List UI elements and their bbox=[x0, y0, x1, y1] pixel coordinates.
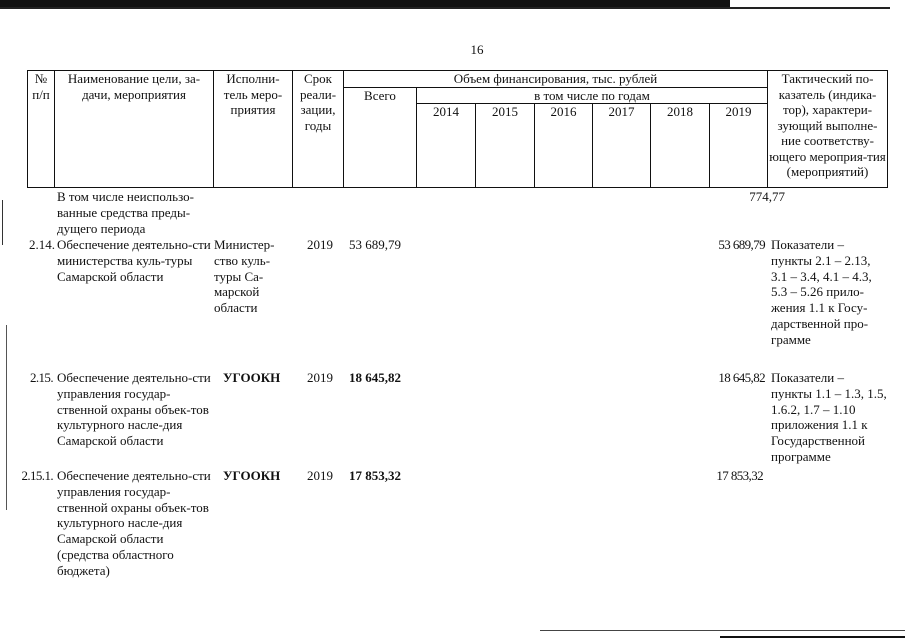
row-total: 17 853,32 bbox=[349, 468, 401, 483]
row-indicator: Показатели – пункты 2.1 – 2.13, 3.1 – 3.4, 4.1 – 4.3, 5.3 – 5.26 прило-жения 1.1 к Госу-дарственной про-грамме bbox=[771, 237, 872, 347]
scan-top-border-thin bbox=[0, 7, 890, 9]
scan-left-mark bbox=[2, 200, 3, 245]
row-2019: 774,77 bbox=[749, 189, 785, 204]
header-year: 2019 bbox=[710, 104, 768, 188]
row-name: Обеспечение деятельно-сти управления государ-ственной охраны объек-тов культурного насле-дия Самарской области bbox=[57, 370, 211, 449]
row-name: В том числе неиспользо-ванные средства преды-дущего периода bbox=[57, 189, 194, 236]
header-term: Срок реали-зации, годы bbox=[293, 71, 344, 188]
scan-bottom-border bbox=[720, 636, 905, 638]
row-indicator: Показатели – пункты 1.1 – 1.3, 1.5, 1.6.2, 1.7 – 1.10 приложения 1.1 к Государственной программе bbox=[771, 370, 887, 464]
header-year: 2018 bbox=[651, 104, 710, 188]
row-total: 18 645,82 bbox=[349, 370, 401, 385]
header-executor: Исполни-тель меро-приятия bbox=[214, 71, 293, 188]
row-2019: 17 853,32 bbox=[716, 468, 763, 483]
row-executor: УГООКН bbox=[223, 468, 281, 483]
scan-top-border bbox=[0, 0, 730, 7]
header-total: Всего bbox=[344, 87, 417, 188]
row-num: 2.15. bbox=[29, 370, 53, 385]
row-name: Обеспечение деятельно-сти министерства куль-туры Самарской области bbox=[57, 237, 211, 284]
header-indicator: Тактический по-казатель (индика-тор), характери-зующий выполне-ние соответству-ющего мероприя-тия (мероприятий) bbox=[768, 71, 888, 188]
header-year: 2017 bbox=[593, 104, 651, 188]
row-name: Обеспечение деятельно-сти управления государ-ственной охраны объек-тов культурного насле-дия Самарской области (средства областного бюджета) bbox=[57, 468, 211, 578]
header-num: № п/п bbox=[28, 71, 55, 188]
row-num: 2.14. bbox=[29, 237, 55, 252]
row-term: 2019 bbox=[307, 237, 333, 252]
header-name: Наименование цели, за-дачи, мероприятия bbox=[55, 71, 214, 188]
scan-left-mark-lower bbox=[6, 325, 7, 510]
header-year: 2016 bbox=[535, 104, 593, 188]
header-year: 2014 bbox=[417, 104, 476, 188]
row-total: 53 689,79 bbox=[349, 237, 401, 252]
header-funding: Объем финансирования, тыс. рублей bbox=[344, 71, 768, 88]
row-2019: 18 645,82 bbox=[718, 370, 765, 385]
page-number: 16 bbox=[470, 42, 484, 57]
table-header bbox=[27, 70, 888, 188]
row-2019: 53 689,79 bbox=[718, 237, 765, 252]
header-year: 2015 bbox=[476, 104, 535, 188]
row-num: 2.15.1. bbox=[21, 468, 53, 483]
row-term: 2019 bbox=[307, 370, 333, 385]
scan-bottom-line bbox=[540, 630, 905, 631]
row-term: 2019 bbox=[307, 468, 333, 483]
row-executor: Министер-ство куль-туры Са-марской области bbox=[214, 237, 275, 316]
header-by-years: в том числе по годам bbox=[417, 87, 768, 104]
row-executor: УГООКН bbox=[223, 370, 281, 385]
